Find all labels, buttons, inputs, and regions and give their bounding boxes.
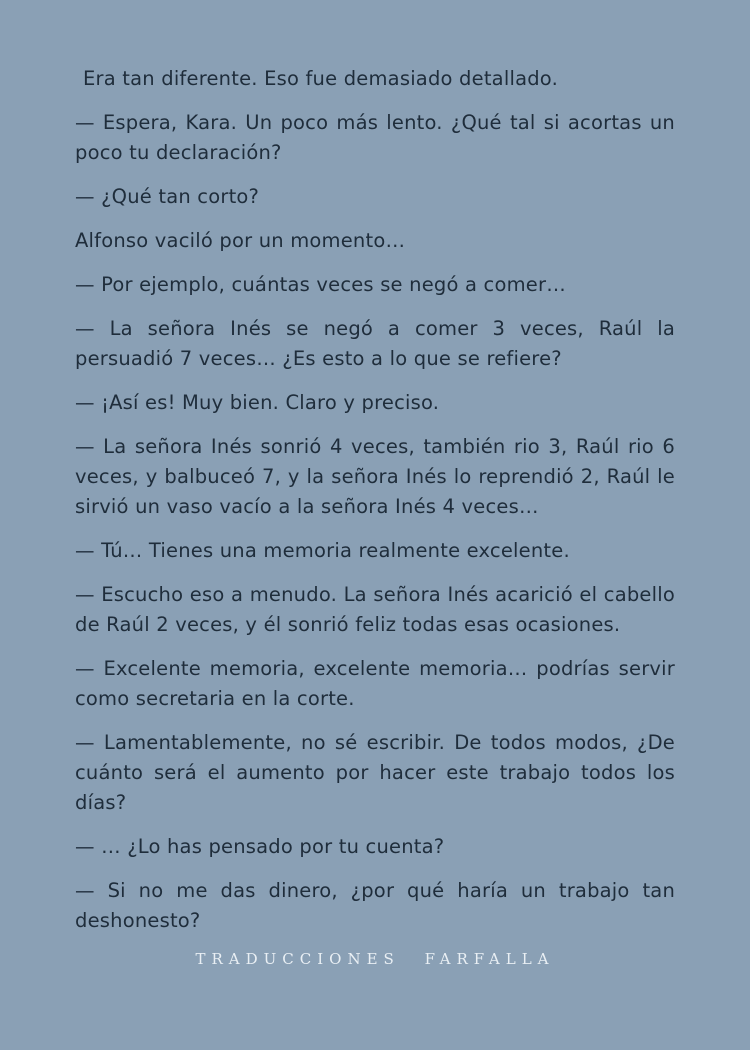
paragraph: Alfonso vaciló por un momento… — [75, 229, 406, 252]
paragraph: — Por ejemplo, cuántas veces se negó a comer… — [75, 273, 566, 296]
paragraph: — La señora Inés se negó a comer 3 veces, Raúl la persuadió 7 veces… ¿Es esto a lo que se refiere? — [75, 317, 675, 370]
paragraph: — Excelente memoria, excelente memoria… podrías servir como secretaria en la corte. — [75, 657, 675, 710]
paragraph: — Espera, Kara. Un poco más lento. ¿Qué tal si acortas un poco tu declaración? — [75, 111, 675, 164]
paragraph: Era tan diferente. Eso fue demasiado detallado. — [83, 67, 558, 90]
paragraph: — ¿Qué tan corto? — [75, 185, 260, 208]
translator-watermark: TRADUCCIONES FARFALLA — [195, 950, 555, 968]
paragraph: — Si no me das dinero, ¿por qué haría un trabajo tan deshonesto? — [75, 879, 675, 932]
paragraph: — Tú… Tienes una memoria realmente excelente. — [75, 539, 570, 562]
paragraph: — Lamentablemente, no sé escribir. De todos modos, ¿De cuánto será el aumento por hacer este trabajo todos los días? — [75, 731, 675, 814]
paragraph: — La señora Inés sonrió 4 veces, también rio 3, Raúl rio 6 veces, y balbuceó 7, y la señora Inés lo reprendió 2, Raúl le sirvió un vaso vacío a la señora Inés 4 veces… — [75, 435, 675, 518]
paragraph: — ¡Así es! Muy bien. Claro y preciso. — [75, 391, 440, 414]
paragraph: — Escucho eso a menudo. La señora Inés acarició el cabello de Raúl 2 veces, y él sonrió feliz todas esas ocasiones. — [75, 583, 675, 636]
paragraph: — … ¿Lo has pensado por tu cuenta? — [75, 835, 445, 858]
